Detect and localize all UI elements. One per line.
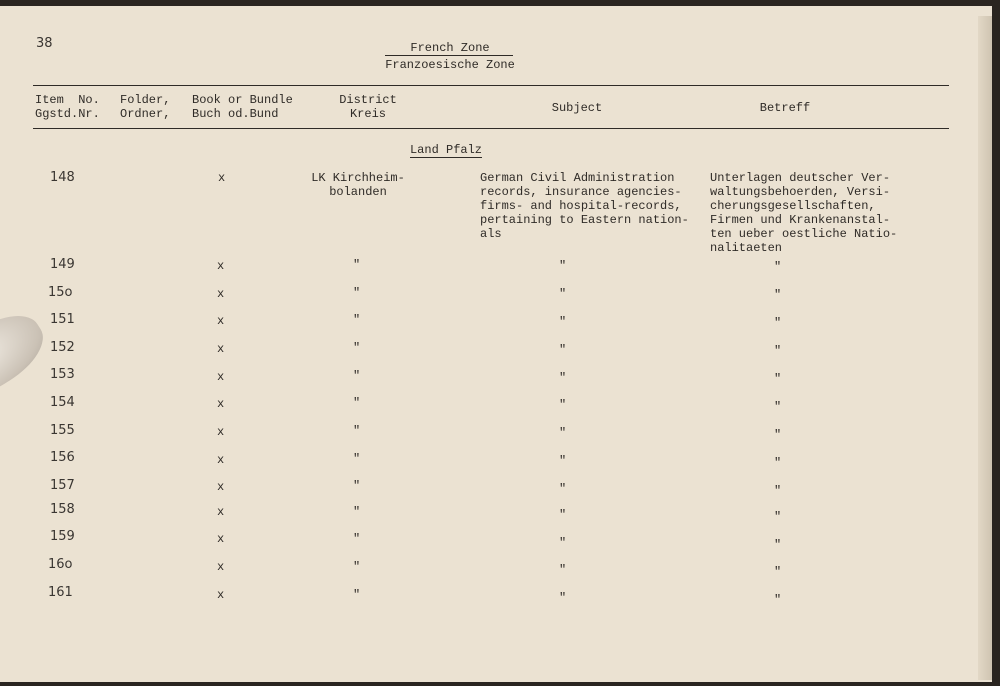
betreff-ditto: " xyxy=(774,316,782,330)
book-mark: x xyxy=(217,505,225,519)
district-ditto: " xyxy=(353,286,361,300)
book-mark: x xyxy=(217,560,225,574)
district-ditto: " xyxy=(353,588,361,602)
betreff-ditto: " xyxy=(774,593,782,607)
book-mark: x xyxy=(217,342,225,356)
betreff-ditto: " xyxy=(774,484,782,498)
district-ditto: " xyxy=(353,341,361,355)
district-ditto: " xyxy=(353,479,361,493)
page-edge xyxy=(978,16,992,680)
betreff-ditto: " xyxy=(774,538,782,552)
book-mark: x xyxy=(217,259,225,273)
district-ditto: " xyxy=(353,452,361,466)
district-ditto: " xyxy=(353,505,361,519)
betreff-ditto: " xyxy=(774,260,782,274)
title-underline xyxy=(385,55,513,56)
document-page xyxy=(0,6,992,682)
item-number: 157 xyxy=(50,478,75,493)
item-number: 152 xyxy=(50,340,75,355)
item-number: 158 xyxy=(50,502,75,517)
item-number: 149 xyxy=(50,257,75,272)
district-ditto: " xyxy=(353,258,361,272)
page-number: 38 xyxy=(36,36,53,51)
district-ditto: " xyxy=(353,313,361,327)
betreff-ditto: " xyxy=(774,565,782,579)
book-mark: x xyxy=(217,588,225,602)
book-mark: x xyxy=(217,425,225,439)
subject-ditto: " xyxy=(559,315,567,329)
district-cell: LK Kirchheim- bolanden xyxy=(311,171,405,199)
betreff-ditto: " xyxy=(774,344,782,358)
header-betreff: Betreff xyxy=(759,101,811,115)
book-mark: x xyxy=(217,453,225,467)
header-district: District Kreis xyxy=(339,93,397,121)
subject-ditto: " xyxy=(559,287,567,301)
betreff-ditto: " xyxy=(774,510,782,524)
subject-ditto: " xyxy=(559,343,567,357)
betreff-ditto: " xyxy=(774,400,782,414)
section-underline xyxy=(410,157,482,158)
header-subject: Subject xyxy=(551,101,603,115)
subject-ditto: " xyxy=(559,398,567,412)
page-title: French Zone xyxy=(410,41,490,55)
betreff-ditto: " xyxy=(774,372,782,386)
item-number: 16o xyxy=(48,557,73,572)
item-number: 153 xyxy=(50,367,75,382)
district-ditto: " xyxy=(353,369,361,383)
item-number: 148 xyxy=(50,170,75,185)
subject-ditto: " xyxy=(559,563,567,577)
subject-ditto: " xyxy=(559,482,567,496)
subject-ditto: " xyxy=(559,591,567,605)
district-ditto: " xyxy=(353,560,361,574)
header-item: Item No. Ggstd.Nr. xyxy=(35,93,100,121)
subject-ditto: " xyxy=(559,426,567,440)
header-bottom-rule xyxy=(33,128,949,129)
book-mark: x xyxy=(217,532,225,546)
section-heading: Land Pfalz xyxy=(409,143,482,157)
book-mark: x xyxy=(217,287,225,301)
book-mark: x xyxy=(217,480,225,494)
item-number: 154 xyxy=(50,395,75,410)
thumb xyxy=(0,301,55,414)
district-ditto: " xyxy=(353,424,361,438)
item-number: 155 xyxy=(50,423,75,438)
item-number: 156 xyxy=(50,450,75,465)
item-number: 161 xyxy=(48,585,73,600)
book-mark: x xyxy=(217,314,225,328)
betreff-cell: Unterlagen deutscher Ver- waltungsbehoerden, Versi- cherungsgesellschaften, Firmen und Krankenanstal- ten ueber oestliche Natio- nalitaeten xyxy=(710,171,898,255)
betreff-ditto: " xyxy=(774,428,782,442)
subject-ditto: " xyxy=(559,536,567,550)
item-number: 159 xyxy=(50,529,75,544)
subject-ditto: " xyxy=(559,259,567,273)
item-number: 15o xyxy=(48,285,73,300)
district-ditto: " xyxy=(353,532,361,546)
page-subtitle: Franzoesische Zone xyxy=(385,58,515,72)
header-top-rule xyxy=(33,85,949,86)
book-mark: x xyxy=(217,397,225,411)
betreff-ditto: " xyxy=(774,456,782,470)
item-number: 151 xyxy=(50,312,75,327)
header-book: Book or Bundle Buch od.Bund xyxy=(192,93,293,121)
book-mark: x xyxy=(217,370,225,384)
subject-ditto: " xyxy=(559,508,567,522)
subject-ditto: " xyxy=(559,371,567,385)
district-ditto: " xyxy=(353,396,361,410)
betreff-ditto: " xyxy=(774,288,782,302)
subject-ditto: " xyxy=(559,454,567,468)
subject-cell: German Civil Administration records, insurance agencies- firms- and hospital-records, pertaining to Eastern nation- als xyxy=(480,171,689,241)
book-mark: x xyxy=(218,171,226,185)
header-folder: Folder, Ordner, xyxy=(120,93,171,121)
